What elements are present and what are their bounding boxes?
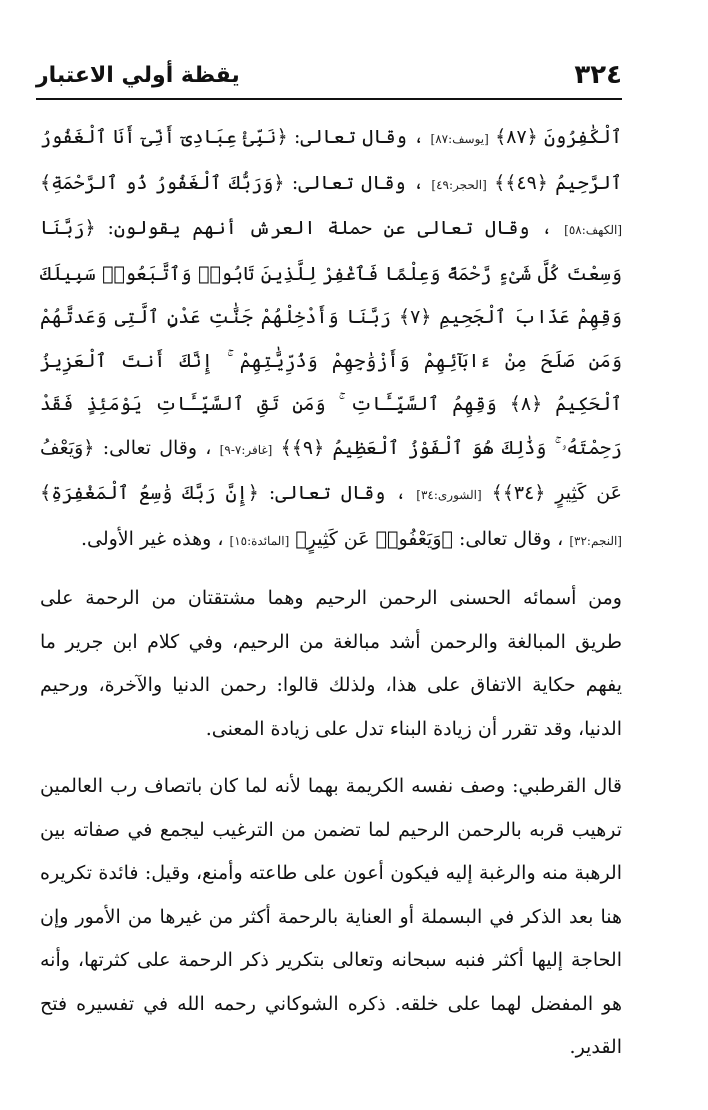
verse-reference: [الشورى:٣٤] [416, 488, 482, 502]
text-segment: ، وقال تعالى: [291, 171, 425, 194]
verse-reference: [المائدة:١٥] [229, 533, 290, 548]
quran-verse: ﴿وَيَعْفُوا۟ عَن كَثِيرٍ﴾ [295, 527, 453, 550]
text-segment: ، وهذه غير الأولى. [80, 527, 224, 550]
text-segment: قال القرطبي: وصف نفسه الكريمة بهما لأنه لما كان باتصاف رب العالمين ترهيب قربه بالرحمن الرحيم لما تضمن من الترغيب ليجمع في صفاته بين الرهبة منه والرغبة إليه فيكون أعون على طاعته وأمنع، وقيل: فائدة تكريره هنا بعد الذكر في البسملة أو العناية بالرحمة أكثر من غيرها من الأمور وإن الحاجة إليها أكثر فنبه سبحانه وتعالى بتكرير ذكر الرحمة على كثرتها، وأنه هو المفضل لهما على خلقه. ذكره الشوكاني رحمه الله في تفسيره فتح القدير. [40, 775, 622, 1058]
verse-reference: [الكهف:٥٨] [564, 223, 623, 237]
text-segment: ، وقال تعالى: [102, 436, 212, 459]
verse-reference: [يوسف:٨٧] [430, 132, 489, 146]
quran-verse: ﴿إِنَّ رَبَّكَ وَٰسِعُ ٱلْمَغْفِرَةِ﴾ [40, 482, 259, 504]
text-segment: ومن أسمائه الحسنى الرحمن الرحيم وهما مشتقتان من الرحمة على طريق المبالغة والرحمن أشد مبالغة من الرحيم، وفي كلام ابن جرير ما يفهم حكاية الاتفاق على هذا، ولذلك قالوا: رحمن الدنيا والآخرة، ورحيم الدنيا، وقد تقرر أن زيادة البناء تدل على زيادة المعنى. [40, 587, 622, 740]
paragraph [40, 765, 622, 1070]
page-number: ٣٢٤ [574, 60, 622, 90]
quran-verse: ﴿نَبِّئْ عِبَادِىٓ أَنِّىٓ أَنَا ٱلْغَفُورُ ٱلرَّحِيمُ ﴿٤٩﴾﴾ [40, 126, 623, 194]
verse-reference: [الحجر:٤٩] [431, 177, 487, 192]
quran-verse: ﴿وَيَعْفُ عَن كَثِيرٍ ﴿٣٤﴾﴾ [40, 436, 623, 504]
quran-verse: ﴿رَبَّنَا وَسِعْتَ كُلَّ شَىْءٍ رَّحْمَةً وَعِلْمًا فَٱغْفِرْ لِلَّذِينَ تَابُوا۟ وَٱتَّبَعُوا۟ سَبِيلَكَ وَقِهِمْ عَذَابَ ٱلْجَحِيمِ ﴿٧﴾ رَبَّنَا وَأَدْخِلْهُمْ جَنَّٰتِ عَدْنٍ ٱلَّتِى وَعَدتَّهُمْ وَمَن صَلَحَ مِنْ ءَابَآئِهِمْ وَأَزْوَٰجِهِمْ وَذُرِّيَّٰتِهِمْ ۚ إِنَّكَ أَنتَ ٱلْعَزِيزُ ٱلْحَكِيمُ ﴿٨﴾ وَقِهِمُ ٱلسَّيِّـَٔاتِ ۚ وَمَن تَقِ ٱلسَّيِّـَٔاتِ يَوْمَئِذٍ فَقَدْ رَحِمْتَهُۥ ۚ وَذَٰلِكَ هُوَ ٱلْفَوْزُ ٱلْعَظِيمُ ﴿٩﴾﴾ [40, 217, 623, 459]
paragraph [40, 577, 622, 751]
text-segment: ، وقال تعالى: [293, 126, 425, 148]
page-header [36, 52, 622, 100]
paragraph [40, 116, 622, 563]
book-title: يقظة أولي الاعتبار [36, 62, 240, 88]
page-content [40, 116, 622, 1070]
text-segment: ، وقال تعالى عن حملة العرش أنهم يقولون: [107, 217, 553, 239]
quran-verse: ﴿وَرَبُّكَ ٱلْغَفُورُ ذُو ٱلرَّحْمَةِ﴾ [40, 171, 285, 194]
quran-verse: ٱلْكَٰفِرُونَ ﴿٨٧﴾ [495, 126, 622, 148]
verse-reference: [غافر:٧-٩] [219, 442, 273, 457]
text-segment: ، وقال تعالى: [458, 527, 564, 550]
text-segment: ، وقال تعالى: [268, 482, 407, 504]
verse-reference: [النجم:٣٢] [569, 533, 622, 548]
